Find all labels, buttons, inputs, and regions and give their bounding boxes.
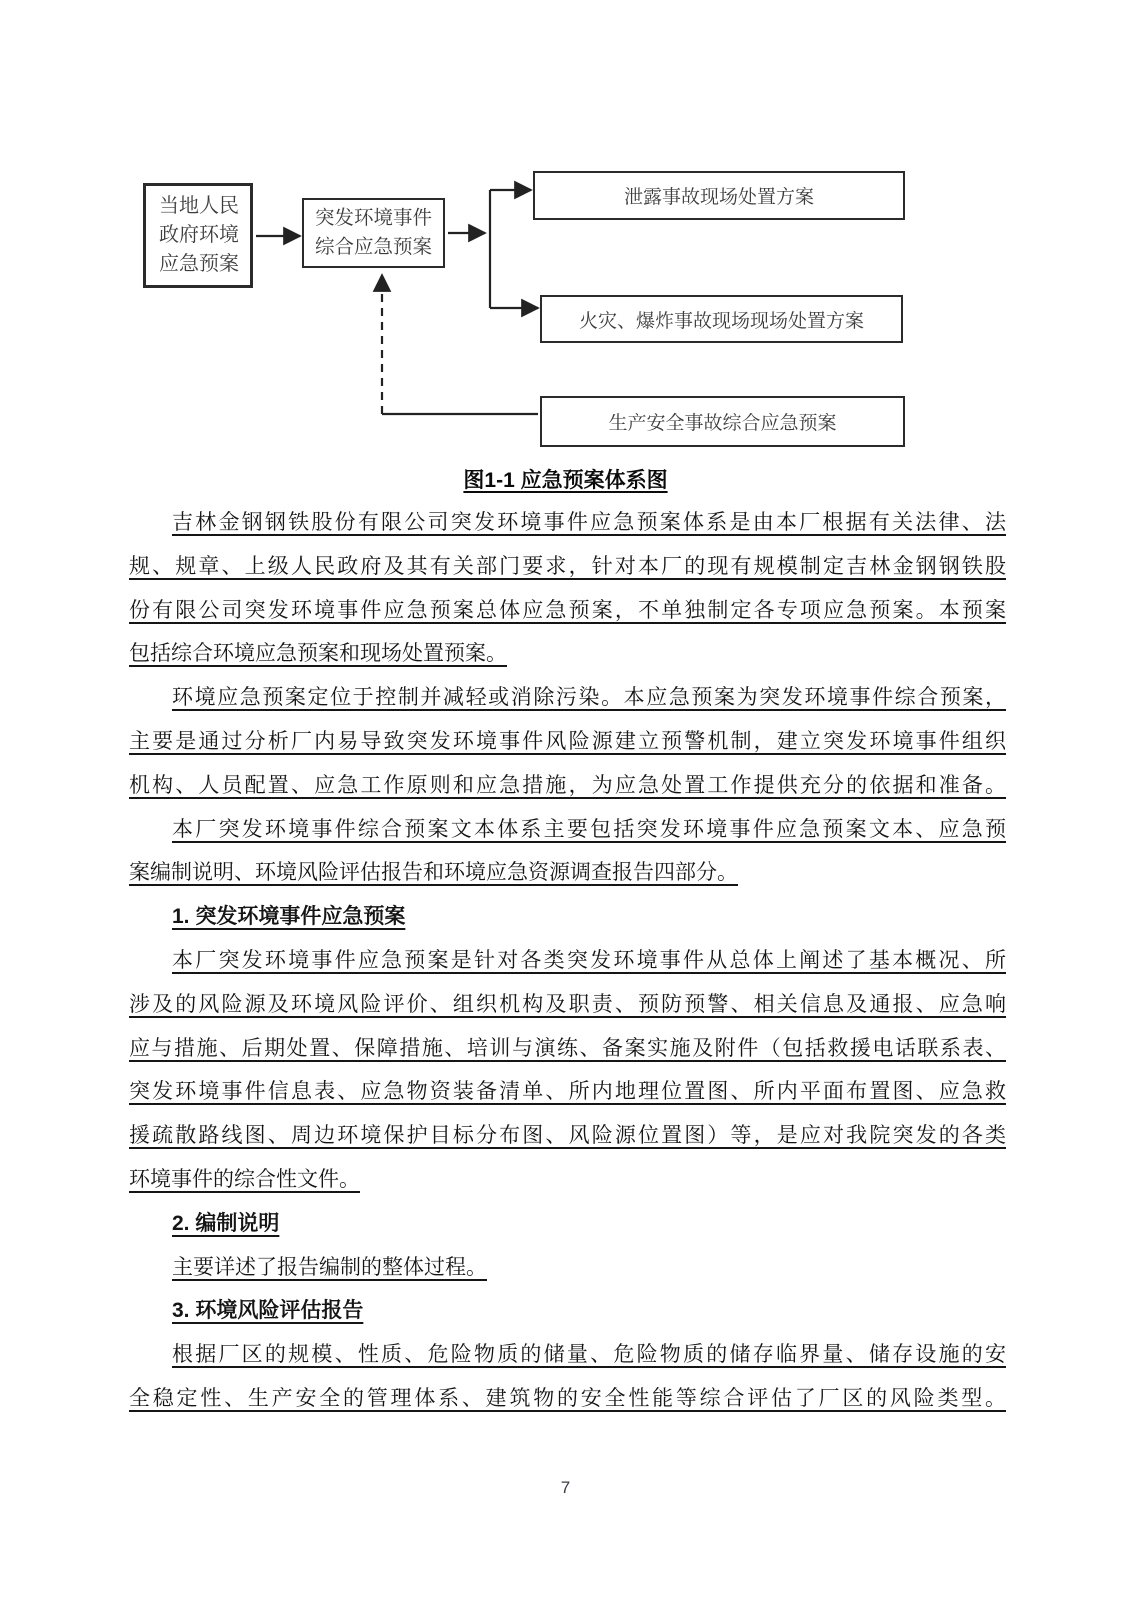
paragraph-line: 包括综合环境应急预案和现场处置预案。 — [129, 642, 507, 666]
box-text-line: 泄露事故现场处置方案 — [623, 187, 814, 208]
page-number: 7 — [560, 1478, 571, 1497]
section-heading-3: 3. 环境风险评估报告 — [172, 1299, 364, 1323]
paragraph-line: 主要详述了报告编制的整体过程。 — [172, 1255, 487, 1279]
paragraph-line: 本厂突发环境事件综合预案文本体系主要包括突发环境事件应急预案文本、应急预 — [172, 817, 1006, 841]
paragraph-line: 根据厂区的规模、性质、危险物质的储量、危险物质的储存临界量、储存设施的安 — [172, 1343, 1006, 1367]
flowchart-box-leak-onsite-plan — [533, 171, 905, 220]
figure-caption: 图1-1 应急预案体系图 — [463, 469, 668, 492]
flowchart-box-local-government-plan — [143, 183, 253, 288]
paragraph-line: 涉及的风险源及环境风险评价、组织机构及职责、预防预警、相关信息及通报、应急响 — [129, 992, 1006, 1016]
paragraph-line: 案编制说明、环境风险评估报告和环境应急资源调查报告四部分。 — [129, 861, 738, 885]
paragraph-line: 应与措施、后期处置、保障措施、培训与演练、备案实施及附件（包括救援电话联系表、 — [129, 1036, 1006, 1060]
body-text — [129, 501, 1006, 1421]
paragraph-line: 全稳定性、生产安全的管理体系、建筑物的安全性能等综合评估了厂区的风险类型。 — [129, 1386, 1006, 1410]
flowchart-box-production-safety-plan — [540, 396, 905, 447]
paragraph-line: 环境事件的综合性文件。 — [129, 1167, 360, 1191]
paragraph-line: 机构、人员配置、应急工作原则和应急措施，为应急处置工作提供充分的依据和准备。 — [129, 773, 1006, 797]
flowchart-box-comprehensive-plan — [302, 198, 445, 268]
section-heading-2: 2. 编制说明 — [172, 1211, 280, 1235]
paragraph-line: 规、规章、上级人民政府及其有关部门要求，针对本厂的现有规模制定吉林金钢钢铁股 — [129, 554, 1006, 578]
section-heading-1: 1. 突发环境事件应急预案 — [172, 905, 406, 929]
paragraph-line: 环境应急预案定位于控制并减轻或消除污染。本应急预案为突发环境事件综合预案， — [172, 686, 1006, 710]
box-text-line: 生产安全事故综合应急预案 — [608, 413, 837, 434]
box-text-line: 政府环境 — [159, 224, 239, 246]
box-text-line: 突发环境事件 — [314, 207, 432, 229]
paragraph-line: 主要是通过分析厂内易导致突发环境事件风险源建立预警机制，建立突发环境事件组织 — [129, 729, 1006, 753]
flowchart-box-fire-explosion-onsite-plan — [540, 295, 903, 343]
paragraph-line: 本厂突发环境事件应急预案是针对各类突发环境事件从总体上阐述了基本概况、所 — [172, 948, 1006, 972]
box-text-line: 应急预案 — [159, 253, 239, 275]
paragraph-line: 吉林金钢钢铁股份有限公司突发环境事件应急预案体系是由本厂根据有关法律、法 — [172, 511, 1006, 534]
paragraph-line: 份有限公司突发环境事件应急预案总体应急预案，不单独制定各专项应急预案。本预案 — [129, 598, 1006, 622]
box-text-line: 当地人民 — [159, 195, 239, 217]
paragraph-line: 援疏散路线图、周边环境保护目标分布图、风险源位置图）等，是应对我院突发的各类 — [129, 1124, 1006, 1148]
box-text-line: 综合应急预案 — [314, 236, 432, 258]
paragraph-line: 突发环境事件信息表、应急物资装备清单、所内地理位置图、所内平面布置图、应急救 — [129, 1080, 1006, 1104]
box-text-line: 火灾、爆炸事故现场现场处置方案 — [578, 310, 864, 332]
